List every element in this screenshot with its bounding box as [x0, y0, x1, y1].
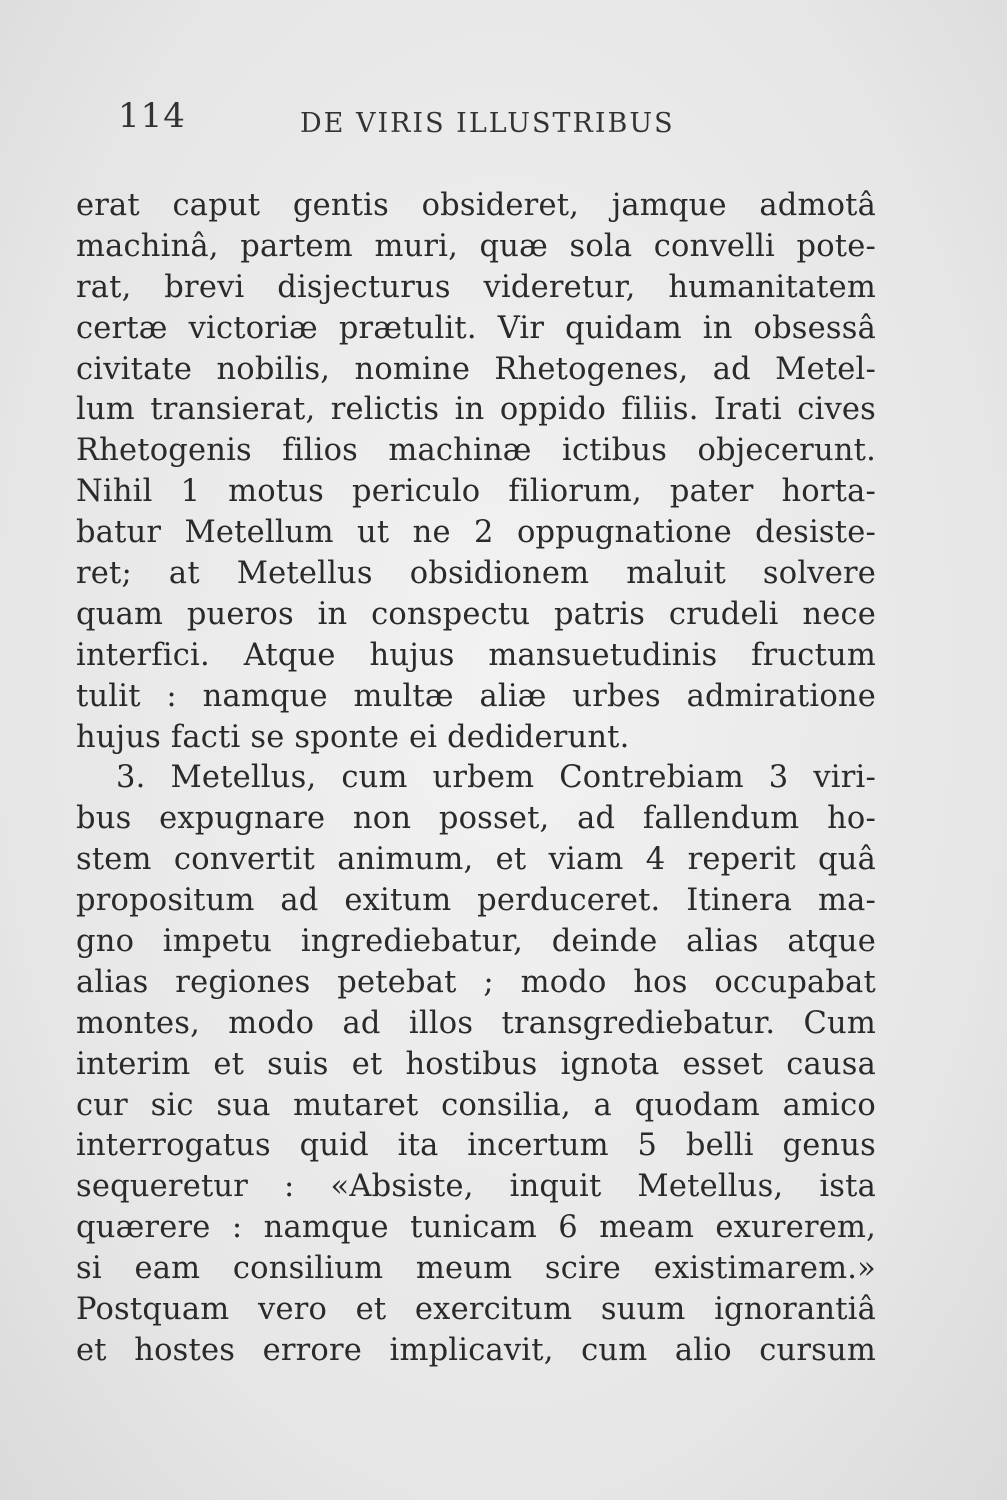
text-line: batur Metellum ut ne 2 oppugnatione desiste-	[76, 515, 876, 551]
body-text	[76, 186, 876, 1372]
text-line: gno impetu ingrediebatur, deinde alias atque	[76, 924, 876, 960]
text-line: stem convertit animum, et viam 4 reperit quâ	[76, 842, 876, 878]
text-line: lum transierat, relictis in oppido filiis. Irati cives	[76, 392, 876, 428]
text-line: interfici. Atque hujus mansuetudinis fructum	[76, 637, 876, 673]
text-line: machinâ, partem muri, quæ sola convelli pote-	[76, 228, 876, 264]
text-line: cur sic sua mutaret consilia, a quodam amico	[76, 1087, 876, 1123]
text-line: propositum ad exitum perduceret. Itinera ma-	[76, 883, 876, 919]
text-line: erat caput gentis obsideret, jamque admotâ	[76, 188, 876, 223]
text-line: si eam consilium meum scire existimarem.»	[76, 1251, 876, 1287]
text-line: bus expugnare non posset, ad fallendum ho-	[76, 801, 876, 837]
text-line: certæ victoriæ prætulit. Vir quidam in obsessâ	[76, 310, 876, 346]
text-line: ret; at Metellus obsidionem maluit solvere	[76, 556, 876, 592]
text-line: 3. Metellus, cum urbem Contrebiam 3 viri-	[116, 760, 876, 796]
text-line: alias regiones petebat ; modo hos occupabat	[76, 964, 876, 1000]
page-number: 114	[118, 96, 186, 136]
text-line: interrogatus quid ita incertum 5 belli genus	[76, 1128, 876, 1164]
running-title: DE VIRIS ILLUSTRIBUS	[300, 108, 675, 139]
text-line: Rhetogenis filios machinæ ictibus objecerunt.	[76, 433, 876, 469]
text-line: montes, modo ad illos transgrediebatur. Cum	[76, 1005, 876, 1041]
text-line: sequeretur : «Absiste, inquit Metellus, ista	[76, 1169, 876, 1205]
text-line: tulit : namque multæ aliæ urbes admiratione	[76, 678, 876, 714]
page-header	[118, 96, 878, 146]
text-line: et hostes errore implicavit, cum alio cursum	[76, 1332, 876, 1368]
text-line: Nihil 1 motus periculo filiorum, pater horta-	[76, 474, 876, 510]
text-line: Postquam vero et exercitum suum ignorantiâ	[76, 1292, 876, 1328]
text-line: quam pueros in conspectu patris crudeli nece	[76, 596, 876, 632]
text-line: civitate nobilis, nomine Rhetogenes, ad Metel-	[76, 351, 876, 387]
text-line: hujus facti se sponte ei dediderunt.	[76, 719, 630, 755]
text-line: quærere : namque tunicam 6 meam exurerem,	[76, 1210, 876, 1246]
text-line: rat, brevi disjecturus videretur, humanitatem	[76, 269, 876, 305]
text-line: interim et suis et hostibus ignota esset causa	[76, 1046, 876, 1082]
